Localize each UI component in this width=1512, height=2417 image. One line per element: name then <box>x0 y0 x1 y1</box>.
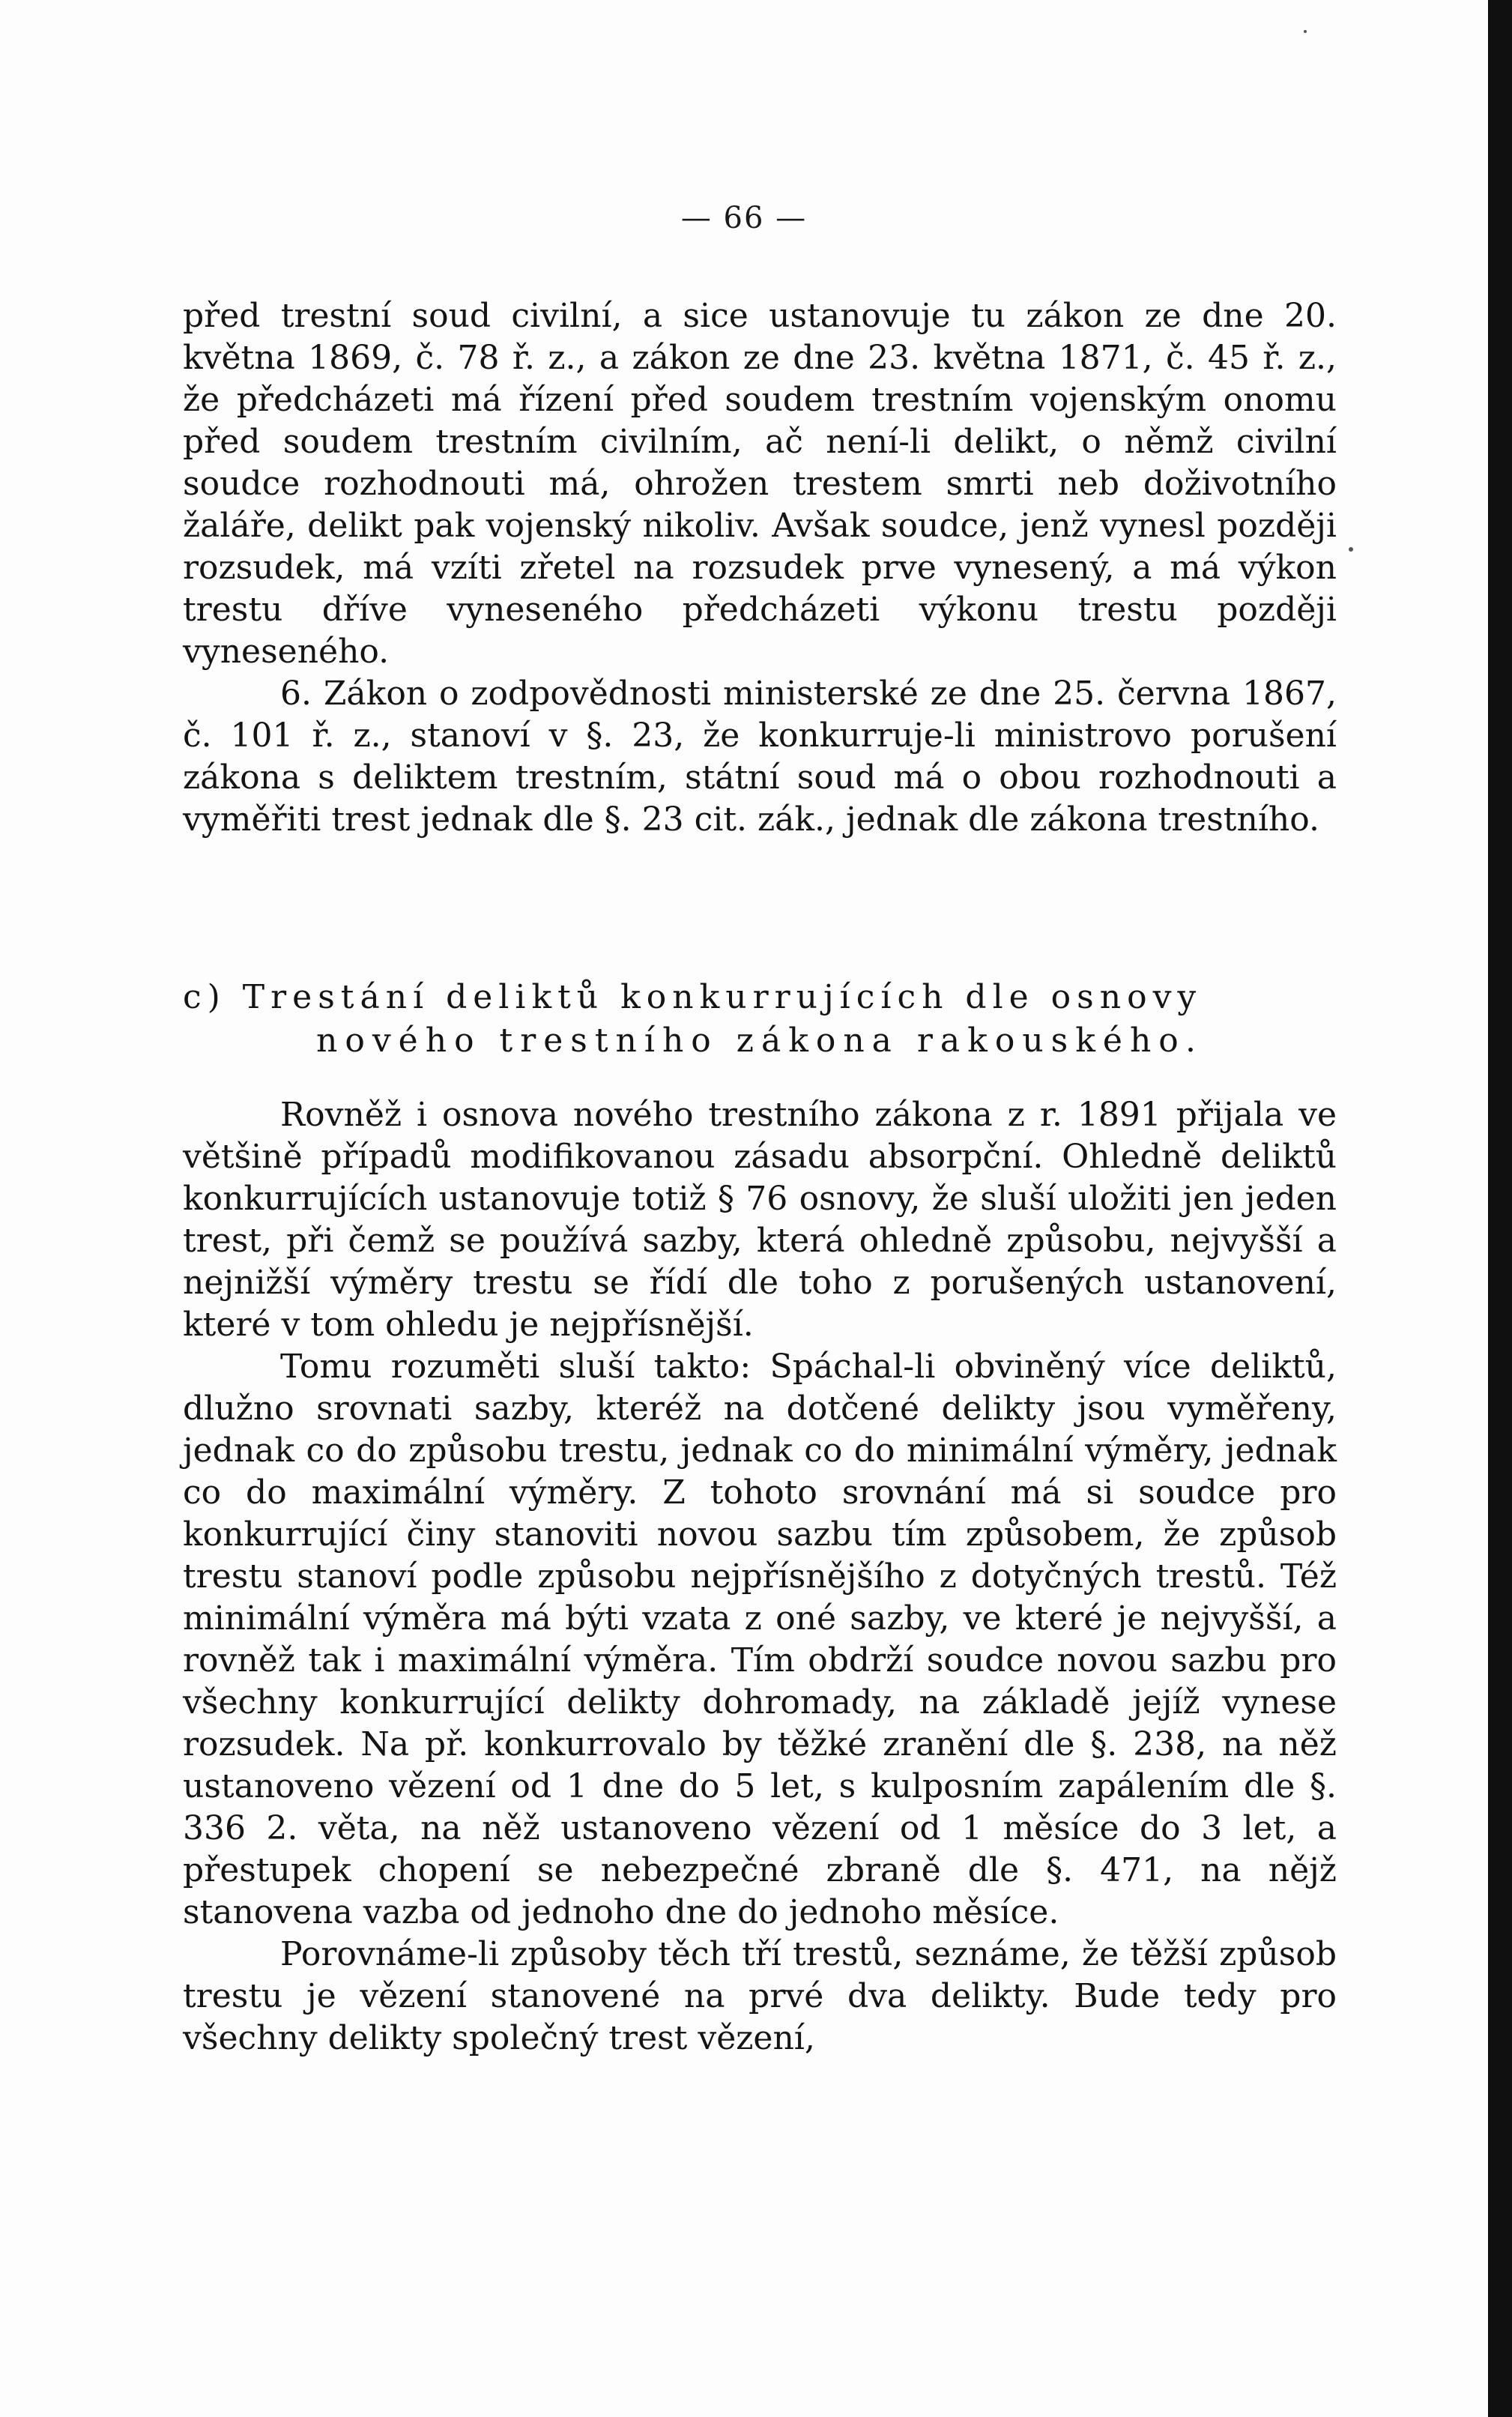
text-block-top <box>183 295 1337 841</box>
print-speck <box>1304 30 1307 33</box>
section-heading-line-2: nového trestního zákona rakouského. <box>316 1022 1203 1060</box>
text-block-bottom <box>183 1094 1337 2060</box>
section-heading-line-1: c) Trestání deliktů konkurrujících dle osnovy <box>183 978 1203 1016</box>
section-heading <box>183 976 1337 1063</box>
page-number: — 66 — <box>680 201 808 235</box>
paragraph-4: Tomu rozuměti sluší takto: Spáchal-li obviněný více deliktů, dlužno srovnati sazby, kteréž na dotčené delikty jsou vyměřeny, jednak co do způsobu trestu, jednak co do minimální výměry, jednak co do maximální výměry. Z tohoto srovnání má si soudce pro konkurrující činy stanoviti novou sazbu tím způsobem, že způsob trestu stanoví podle způsobu nejpřísnějšího z dotyčných trestů. Též minimální výměra má býti vzata z oné sazby, ve které je nejvyšší, a rovněž tak i maximální výměra. Tím obdrží soudce novou sazbu pro všechny konkurrující delikty dohromady, na základě jejíž vynese rozsudek. Na př. konkurrovalo by těžké zranění dle §. 238, na něž ustanoveno vězení od 1 dne do 5 let, s kulposním zapálením dle §. 336 2. věta, na něž ustanoveno vězení od 1 měsíce do 3 let, a přestupek chopení se nebezpečné zbraně dle §. 471, na nějž stanovena vazba od jednoho dne do jednoho měsíce. <box>183 1348 1337 1931</box>
paragraph-2: 6. Zákon o zodpovědnosti ministerské ze dne 25. června 1867, č. 101 ř. z., stanoví v §. 23, že konkurruje-li ministrovo porušení zákona s deliktem trestním, státní soud má o obou rozhodnouti a vyměřiti trest jednak dle §. 23 cit. zák., jednak dle zákona trestního. <box>183 675 1337 839</box>
paragraph-5: Porovnáme-li způsoby těch tří trestů, seznáme, že těžší způsob trestu je vězení stanovené na prvé dva delikty. Bude tedy pro všechny delikty společný trest vězení, <box>183 1935 1337 2057</box>
paragraph-3: Rovněž i osnova nového trestního zákona z r. 1891 přijala ve většině případů modifikovanou zásadu absorpční. Ohledně deliktů konkurrujících ustanovuje totiž § 76 osnovy, že sluší uložiti jen jeden trest, při čemž se používá sazby, která ohledně způsobu, nejvyšší a nejnižší výměry trestu se řídí dle toho z porušených ustanovení, které v tom ohledu je nejpřísnější. <box>183 1096 1337 1344</box>
paragraph-1: před trestní soud civilní, a sice ustanovuje tu zákon ze dne 20. května 1869, č. 78 ř. z., a zákon ze dne 23. května 1871, č. 45 ř. z., že předcházeti má řízení před soudem trestním vojenským onomu před soudem trestním civilním, ač není-li delikt, o němž civilní soudce rozhodnouti má, ohrožen trestem smrti neb doživotního žaláře, delikt pak vojenský nikoliv. Avšak soudce, jenž vynesl později rozsudek, má vzíti zřetel na rozsudek prve vynesený, a má výkon trestu dříve vyneseného předcházeti výkonu trestu později vyneseného. <box>183 297 1337 671</box>
print-speck <box>1349 547 1353 552</box>
